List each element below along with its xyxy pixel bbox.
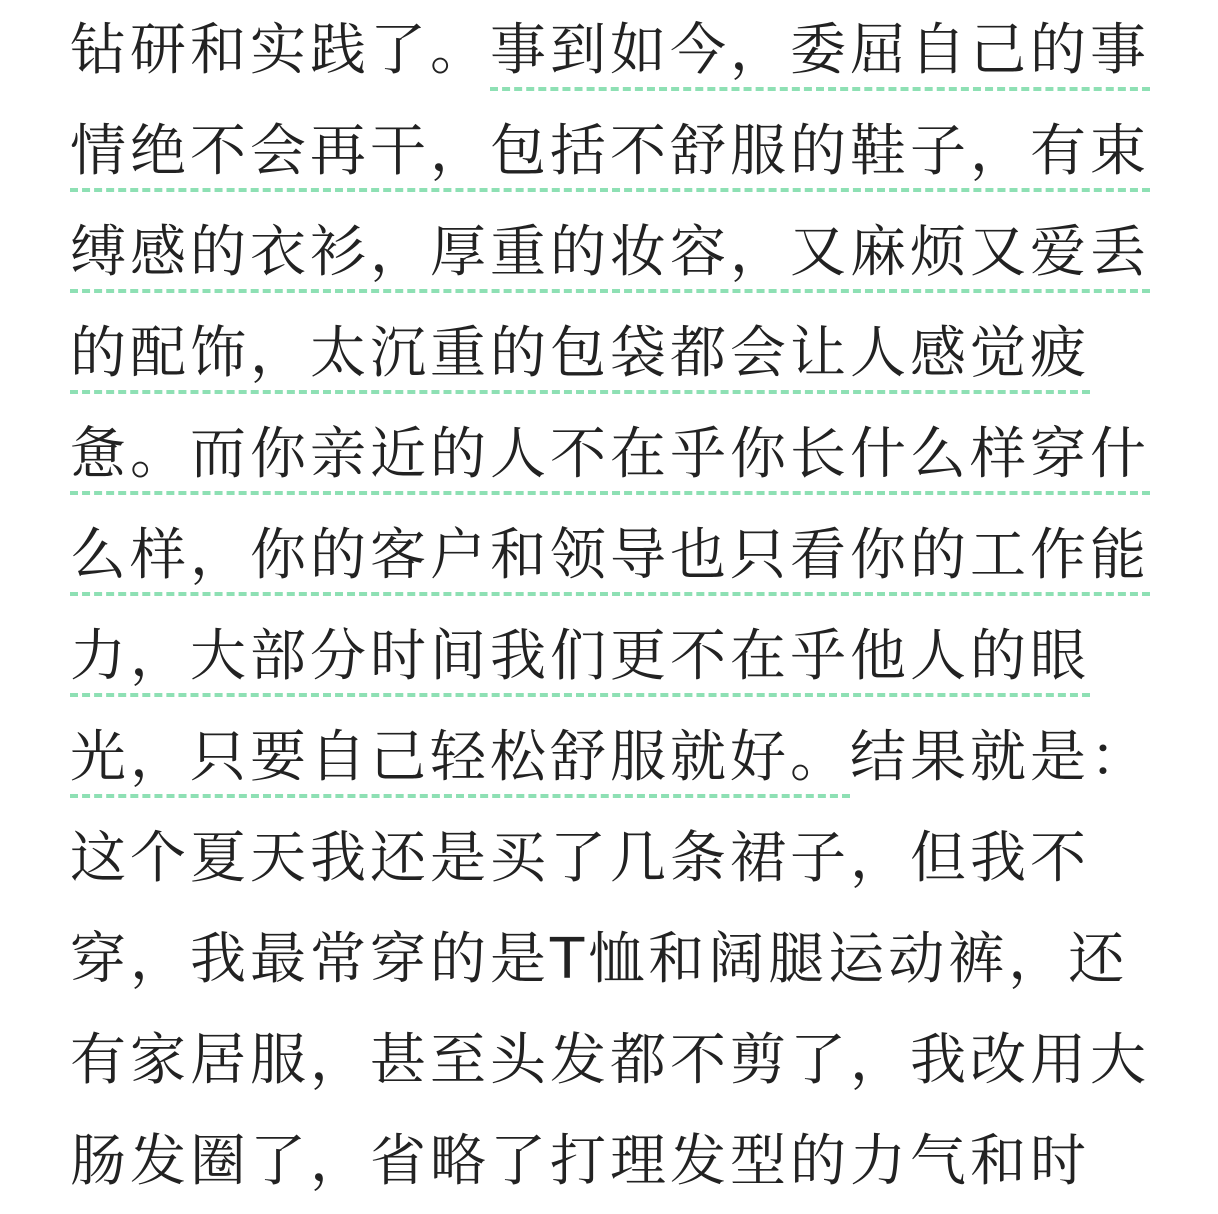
text-line (70, 707, 1150, 808)
text-line (70, 0, 1150, 101)
text-line (70, 101, 1150, 202)
text-segment: 穿，我最常穿的是T恤和阔腿运动裤，还 (70, 927, 1129, 992)
text-line (70, 1111, 1150, 1212)
text-segment: 有家居服，甚至头发都不剪了，我改用大 (70, 1028, 1150, 1093)
text-segment: 肠发圈了，省略了打理发型的力气和时 (70, 1129, 1090, 1194)
text-line (70, 606, 1150, 707)
text-line (70, 1010, 1150, 1111)
text-line (70, 909, 1150, 1010)
text-line (70, 303, 1150, 404)
text-line (70, 505, 1150, 606)
highlighted-text[interactable]: 光，只要自己轻松舒服就好。 (70, 725, 850, 790)
text-segment: 钻研和实践了。 (70, 18, 490, 83)
highlighted-text[interactable]: 缚感的衣衫，厚重的妆容，又麻烦又爱丢 (70, 220, 1150, 285)
text-line (70, 404, 1150, 505)
highlighted-text[interactable]: 力，大部分时间我们更不在乎他人的眼 (70, 624, 1090, 689)
text-segment: 结果就是： (850, 725, 1150, 790)
highlighted-text[interactable]: 么样，你的客户和领导也只看你的工作能 (70, 523, 1150, 588)
text-line (70, 202, 1150, 303)
highlighted-text[interactable]: 事到如今，委屈自己的事 (490, 18, 1150, 83)
text-segment: 这个夏天我还是买了几条裙子，但我不 (70, 826, 1090, 891)
highlighted-text[interactable]: 惫。而你亲近的人不在乎你长什么样穿什 (70, 422, 1150, 487)
highlighted-text[interactable]: 情绝不会再干，包括不舒服的鞋子，有束 (70, 119, 1150, 184)
highlighted-text[interactable]: 的配饰，太沉重的包袋都会让人感觉疲 (70, 321, 1090, 386)
article-body (70, 0, 1150, 1212)
text-line (70, 808, 1150, 909)
